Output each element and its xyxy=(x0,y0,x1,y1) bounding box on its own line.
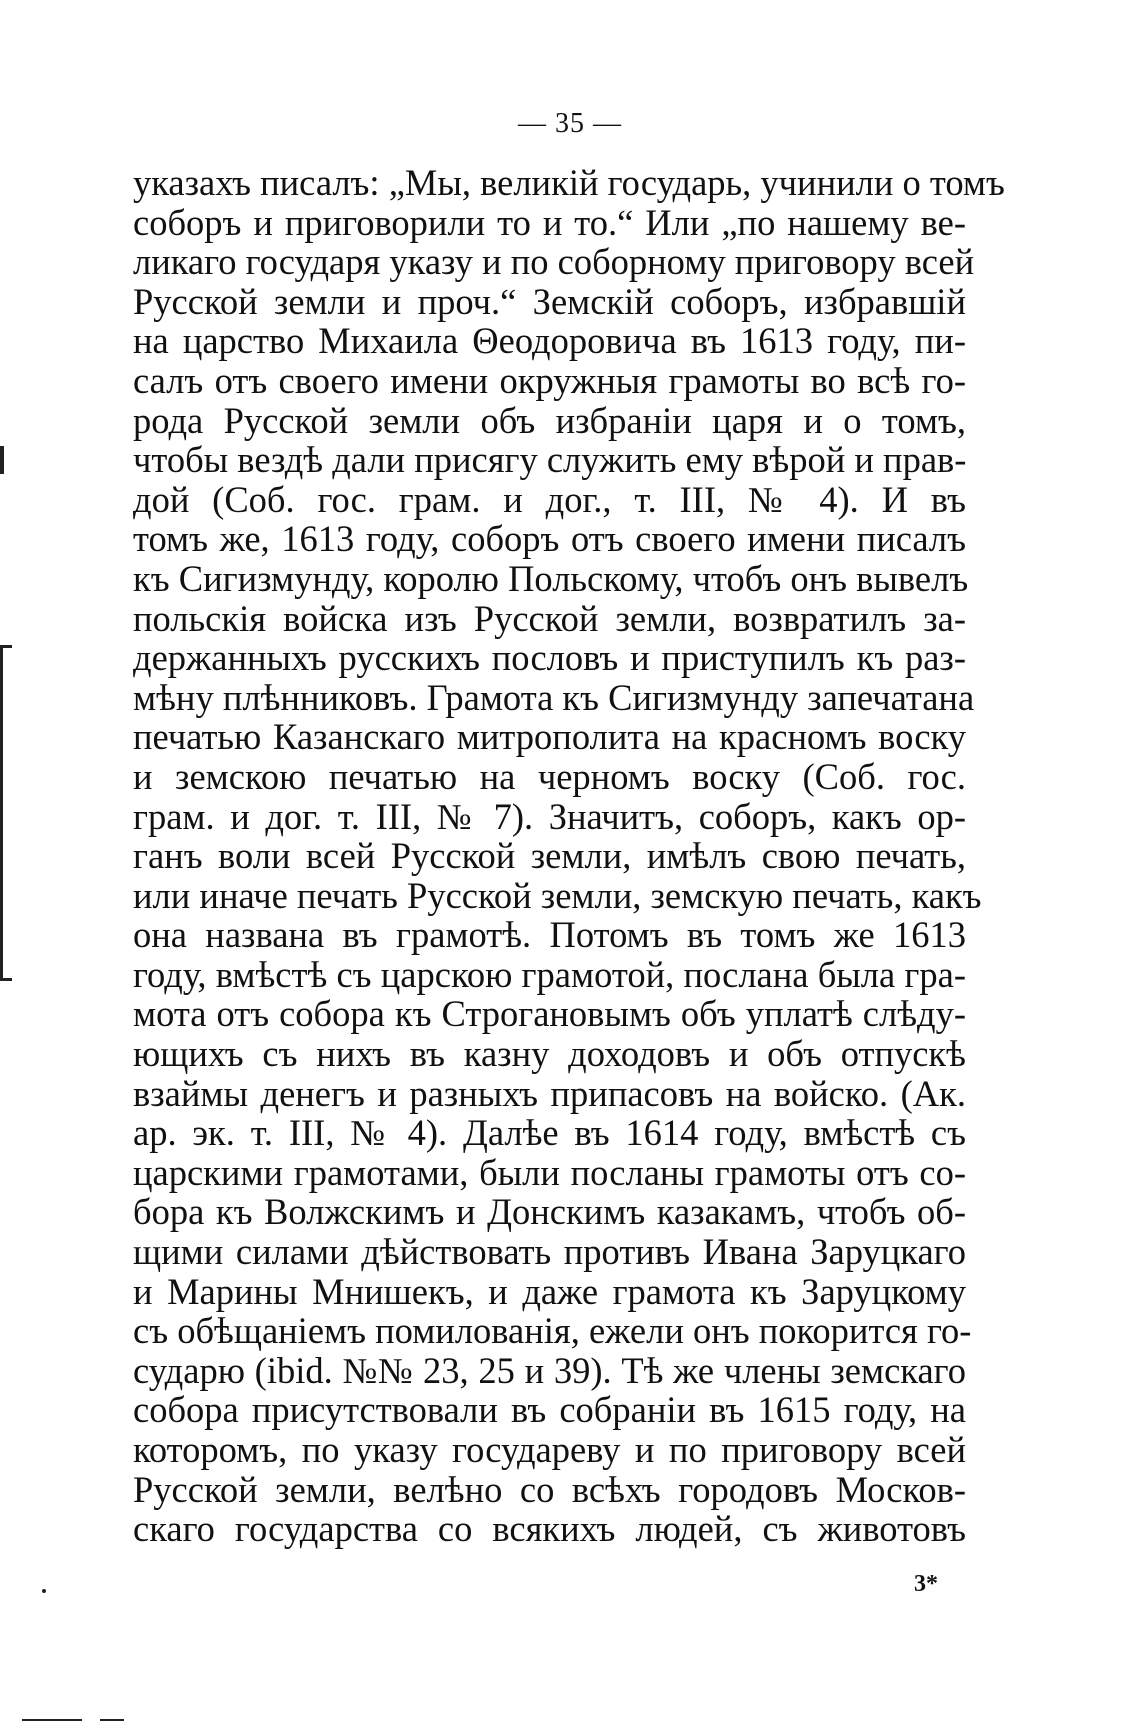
text-line: къ Сигизмунду, королю Польскому, чтобъ онъ вывелъ xyxy=(133,557,969,599)
scan-margin-mark xyxy=(0,446,4,474)
text-line: ар. эк. т. III, № 4). Далѣе въ 1614 году, вмѣстѣ съ xyxy=(133,1112,966,1154)
text-line: и земскою печатью на черномъ воску (Соб. гос. xyxy=(133,755,966,797)
text-line: и Марины Мнишекъ, и даже грамота къ Заруцкому xyxy=(133,1270,966,1312)
text-line: взаймы денегъ и разныхъ припасовъ на войско. (Ак. xyxy=(133,1072,966,1114)
text-line: сударю (ibid. №№ 23, 25 и 39). Тѣ же члены земскаго xyxy=(133,1349,966,1391)
text-line: на царство Михаила Θеодоровича въ 1613 году, пи- xyxy=(133,320,966,362)
text-line: году, вмѣстѣ съ царскою грамотой, послана была гра- xyxy=(133,953,966,995)
text-line: соборъ и приговорили то и то.“ Или „по нашему ве- xyxy=(133,201,966,243)
text-line: мота отъ собора къ Строгановымъ объ уплатѣ слѣду- xyxy=(133,993,966,1035)
scan-margin-bracket xyxy=(0,645,3,980)
text-line: ликаго государя указу и по соборному приговору всей xyxy=(133,241,975,283)
text-line: томъ же, 1613 году, соборъ отъ своего имени писалъ xyxy=(133,518,966,560)
text-line: польскія войска изъ Русской земли, возвратилъ за- xyxy=(133,597,966,639)
text-line: рода Русской земли объ избраніи царя и о томъ, xyxy=(133,399,966,441)
text-line: дой (Соб. гос. грам. и дог., т. III, № 4). И въ xyxy=(133,478,966,520)
text-line: Русской земли, велѣно со всѣхъ городовъ Москов- xyxy=(133,1468,966,1510)
text-line: или иначе печать Русской земли, земскую печать, какъ xyxy=(133,874,982,916)
text-line: держанныхъ русскихъ пословъ и приступилъ къ раз- xyxy=(133,637,966,679)
scan-bottom-rule xyxy=(22,1719,82,1721)
text-line: Русской земли и проч.“ Земскій соборъ, избравшій xyxy=(133,280,966,322)
text-line: ганъ воли всей Русской земли, имѣлъ свою печать, xyxy=(133,835,966,877)
text-line: съ обѣщаніемъ помилованія, ежели онъ покорится го- xyxy=(133,1310,972,1352)
text-line: печатью Казанскаго митрополита на красномъ воску xyxy=(133,716,966,758)
text-line: царскими грамотами, были посланы грамоты отъ со- xyxy=(133,1151,966,1193)
body-text xyxy=(133,162,1005,1550)
text-line: салъ отъ своего имени окружныя грамоты во всѣ го- xyxy=(133,359,966,401)
text-line: скаго государства со всякихъ людей, съ животовъ xyxy=(133,1508,966,1550)
page-number: — 35 — xyxy=(518,108,622,139)
text-line: мѣну плѣнниковъ. Грамота къ Сигизмунду запечатана xyxy=(133,676,975,718)
scan-bottom-rule xyxy=(100,1719,124,1721)
text-line: собора присутствовали въ собраніи въ 1615 году, на xyxy=(133,1389,966,1431)
text-line: указахъ писалъ: „Мы, великій государь, учинили о томъ xyxy=(133,162,1005,203)
printer-signature-mark: 3* xyxy=(914,1571,938,1597)
text-line: щими силами дѣйствовать противъ Ивана Заруцкаго xyxy=(133,1231,966,1273)
text-line: бора къ Волжскимъ и Донскимъ казакамъ, чтобъ об- xyxy=(133,1191,966,1233)
text-line: грам. и дог. т. III, № 7). Значитъ, соборъ, какъ ор- xyxy=(133,795,966,837)
scan-margin-bracket-bottom xyxy=(0,978,12,981)
text-line: чтобы вездѣ дали присягу служить ему вѣрой и прав- xyxy=(133,439,967,481)
text-line: которомъ, по указу государеву и по приговору всей xyxy=(133,1429,966,1470)
scan-margin-bracket-top xyxy=(0,645,12,648)
text-line: ющихъ съ нихъ въ казну доходовъ и объ отпускѣ xyxy=(133,1033,966,1075)
text-line: она названа въ грамотѣ. Потомъ въ томъ же 1613 xyxy=(133,914,966,956)
scan-dust-speck xyxy=(42,1589,46,1593)
